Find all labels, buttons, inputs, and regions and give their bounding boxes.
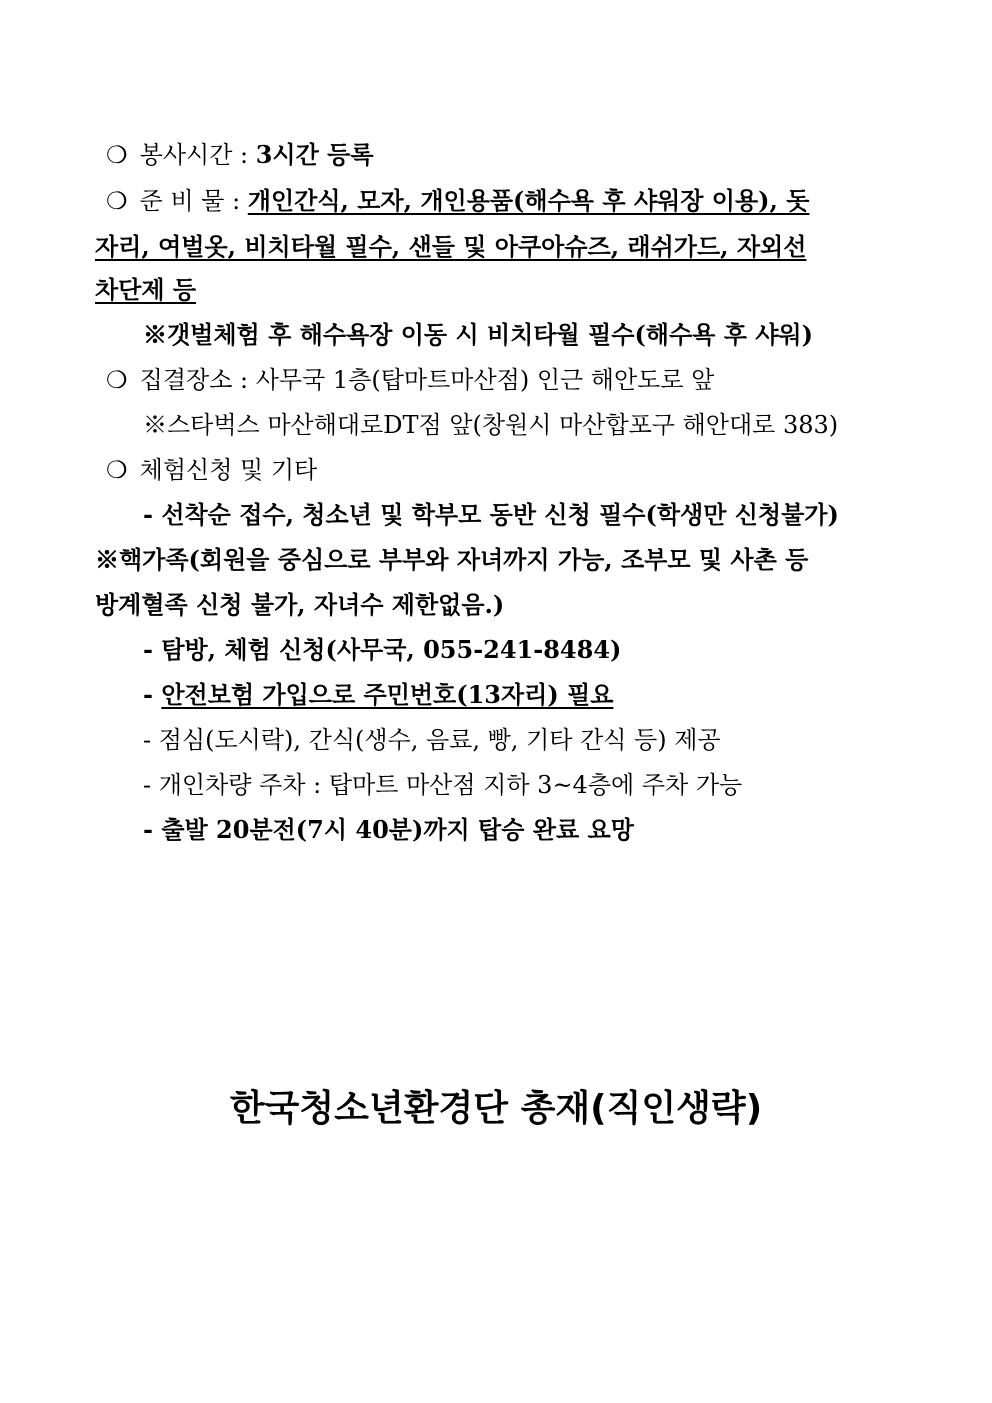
- apply-title: 체험신청 및 기타: [139, 456, 318, 484]
- apply-item-4: - 점심(도시락), 간식(생수, 음료, 빵, 기타 간식 등) 제공: [143, 726, 721, 754]
- apply-title-line: [106, 453, 911, 487]
- items-label: 준 비 물 :: [139, 187, 248, 215]
- items-line-2: 자리, 여벌옷, 비치타월 필수, 샌들 및 아쿠아슈즈, 래쉬가드, 자외선: [95, 232, 807, 261]
- hours-line: [106, 138, 911, 172]
- apply-item-6: - 출발 20분전(7시 40분)까지 탑승 완료 요망: [143, 815, 634, 844]
- items-line-1: [106, 184, 900, 218]
- bullet-icon: ❍: [106, 187, 128, 215]
- bullet-icon: ❍: [106, 456, 128, 484]
- apply-note-line-1: ※핵가족(회원을 중심으로 부부와 자녀까지 가능, 조부모 및 사촌 등: [95, 545, 809, 574]
- meeting-note: ※스타벅스 마산해대로DT점 앞(창원시 마산합포구 해안대로 383): [143, 411, 839, 439]
- bullet-icon: ❍: [106, 366, 128, 394]
- apply-item-3-text: 안전보험 가입으로 주민번호(13자리) 필요: [161, 680, 614, 709]
- apply-note-line-2: 방계혈족 신청 불가, 자녀수 제한없음.): [95, 590, 505, 619]
- bullet-icon: ❍: [106, 141, 128, 169]
- items-text-1: 개인간식, 모자, 개인용품(해수욕 후 샤워장 이용), 돗: [247, 186, 810, 215]
- items-line-3: 차단제 등: [95, 275, 197, 304]
- apply-item-3-dash: -: [143, 680, 162, 709]
- items-note: ※갯벌체험 후 해수욕장 이동 시 비치타월 필수(해수욕 후 샤워): [143, 320, 813, 349]
- meeting-line: [106, 363, 911, 397]
- apply-item-1: - 선착순 접수, 청소년 및 학부모 동반 신청 필수(학생만 신청불가): [143, 500, 839, 529]
- meeting-text: 집결장소 : 사무국 1층(탑마트마산점) 인근 해안도로 앞: [139, 366, 715, 394]
- hours-value: 3시간 등록: [255, 140, 374, 169]
- apply-item-3: [143, 678, 948, 712]
- hours-label: 봉사시간 :: [139, 141, 256, 169]
- closing-signature: 한국청소년환경단 총재(직인생략): [229, 1088, 763, 1129]
- apply-item-5: - 개인차량 주차 : 탑마트 마산점 지하 3~4층에 주차 가능: [143, 771, 743, 799]
- apply-item-2: - 탐방, 체험 신청(사무국, 055-241-8484): [143, 635, 622, 664]
